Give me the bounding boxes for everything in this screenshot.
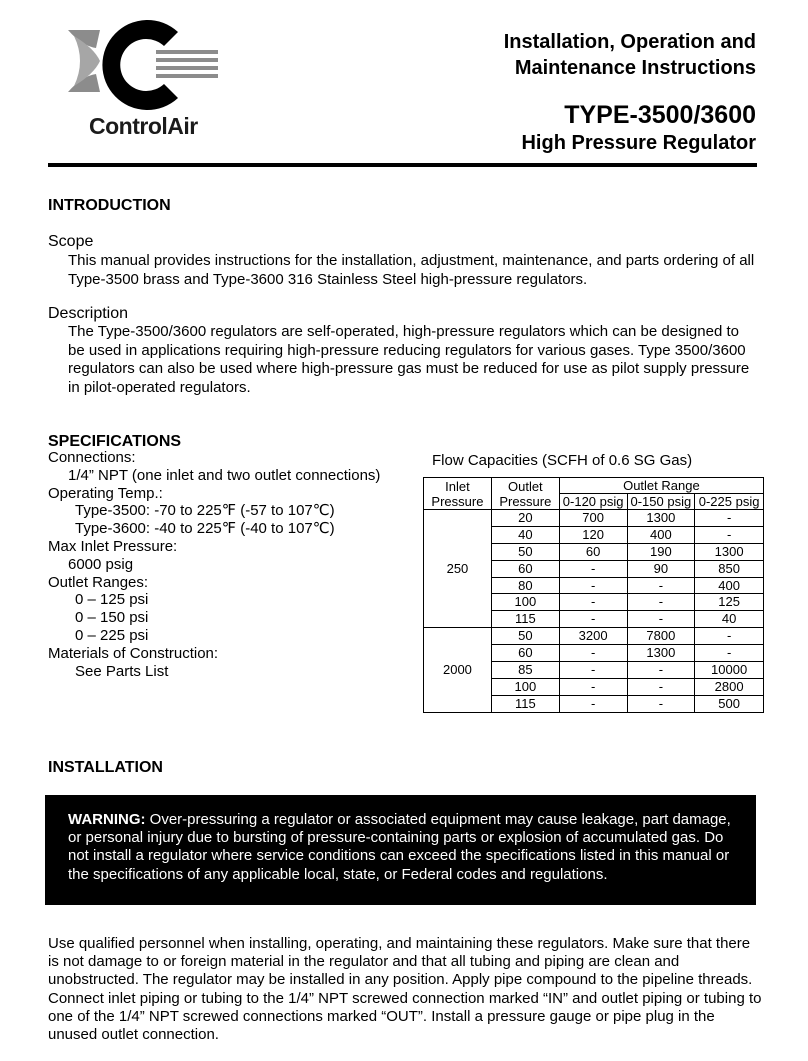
- flow-value-cell: 10000: [695, 662, 764, 679]
- flow-value-cell: -: [559, 645, 627, 662]
- outlet-pressure-cell: 100: [491, 594, 559, 611]
- outlet-pressure-cell: 85: [491, 662, 559, 679]
- outlet-pressure-cell: 115: [491, 611, 559, 628]
- flow-value-cell: -: [627, 594, 695, 611]
- flow-capacity-table: [423, 477, 764, 713]
- specifications-heading: SPECIFICATIONS: [48, 433, 182, 450]
- warning-box: [45, 795, 756, 905]
- flow-value-cell: -: [695, 526, 764, 543]
- outlet-pressure-cell: 50: [491, 628, 559, 645]
- flow-value-cell: -: [627, 577, 695, 594]
- spec-temp-3500: Type-3500: -70 to 225℉ (-57 to 107℃): [75, 502, 335, 520]
- col-inlet-pressure: Inlet Pressure: [424, 478, 492, 510]
- flow-value-cell: -: [627, 662, 695, 679]
- flow-value-cell: -: [627, 695, 695, 712]
- flow-value-cell: 500: [695, 695, 764, 712]
- outlet-pressure-cell: 100: [491, 678, 559, 695]
- flow-value-cell: 700: [559, 510, 627, 527]
- spec-materials-value: See Parts List: [75, 662, 169, 680]
- spec-temp-label: Operating Temp.:: [48, 484, 163, 502]
- table-row: [424, 510, 764, 527]
- spec-connections-label: Connections:: [48, 449, 136, 466]
- scope-title: Scope: [48, 233, 94, 250]
- flow-value-cell: 1300: [627, 510, 695, 527]
- col-range: 0-120 psig: [559, 494, 627, 510]
- header-divider: [48, 163, 757, 167]
- warning-label: WARNING:: [68, 811, 146, 828]
- flow-value-cell: 40: [695, 611, 764, 628]
- flow-value-cell: -: [559, 611, 627, 628]
- col-outlet-pressure: Outlet Pressure: [491, 478, 559, 510]
- flow-value-cell: -: [559, 695, 627, 712]
- flow-value-cell: 60: [559, 543, 627, 560]
- description-text: The Type-3500/3600 regulators are self-operated, high-pressure regulators which can be designed to be used in applications requiring high-pressure reducing regulators for various gases. Type 3500/3600 regulators can also be used where high-pressure gas must be reduced for use as pilot supply pressure in pilot-operated regulators.: [68, 323, 750, 396]
- product-title: High Pressure Regulator: [521, 132, 756, 154]
- doc-title-line1: Installation, Operation and: [503, 31, 756, 53]
- spec-outlet-range: 0 – 150 psi: [75, 609, 149, 627]
- installation-text: Use qualified personnel when installing, operating, and maintaining these regulators. Make sure that there is not damage to or foreign material in the regulator and that all tubing and piping are clean and unobstructed. The regulator may be installed in any position. Apply pipe compound to the pipeline threads. Connect inlet piping or tubing to the 1/4” NPT screwed connection marked “IN” and outlet piping or tubing to one of the 1/4” NPT screwed connections marked “OUT”. Install a pressure gauge or pipe plug in the unused outlet connection.: [48, 935, 762, 1044]
- description-title: Description: [48, 305, 129, 322]
- col-outlet-range: Outlet Range: [559, 478, 763, 494]
- flow-value-cell: 90: [627, 560, 695, 577]
- outlet-pressure-cell: 115: [491, 695, 559, 712]
- spec-outlet-range: 0 – 225 psi: [75, 626, 149, 644]
- spec-materials-label: Materials of Construction:: [48, 644, 219, 662]
- flow-table-caption: Flow Capacities (SCFH of 0.6 SG Gas): [432, 452, 693, 469]
- installation-heading: INSTALLATION: [48, 759, 163, 776]
- flow-value-cell: 400: [627, 526, 695, 543]
- flow-value-cell: -: [559, 560, 627, 577]
- flow-value-cell: -: [559, 678, 627, 695]
- flow-value-cell: -: [559, 577, 627, 594]
- scope-text: This manual provides instructions for the installation, adjustment, maintenance, and parts ordering of all Type-3500 brass and Type-3600 316 Stainless Steel high-pressure regulators.: [68, 252, 755, 288]
- col-range: 0-150 psig: [627, 494, 695, 510]
- flow-value-cell: 1300: [695, 543, 764, 560]
- outlet-pressure-cell: 20: [491, 510, 559, 527]
- flow-value-cell: -: [627, 611, 695, 628]
- col-range: 0-225 psig: [695, 494, 764, 510]
- flow-value-cell: -: [695, 510, 764, 527]
- spec-inlet-label: Max Inlet Pressure:: [48, 537, 178, 555]
- outlet-pressure-cell: 60: [491, 645, 559, 662]
- flow-value-cell: -: [559, 594, 627, 611]
- flow-value-cell: -: [627, 678, 695, 695]
- logo-wordmark: ControlAir: [89, 113, 198, 139]
- flow-value-cell: 2800: [695, 678, 764, 695]
- flow-value-cell: 190: [627, 543, 695, 560]
- doc-title-line2: Maintenance Instructions: [514, 57, 756, 79]
- spec-inlet-value: 6000 psig: [68, 555, 134, 573]
- outlet-pressure-cell: 50: [491, 543, 559, 560]
- inlet-pressure-cell: 2000: [424, 628, 492, 712]
- spec-outlet-range: 0 – 125 psi: [75, 591, 149, 609]
- spec-connections-value: 1/4” NPT (one inlet and two outlet connections): [68, 466, 381, 484]
- outlet-pressure-cell: 80: [491, 577, 559, 594]
- spec-outlet-label: Outlet Ranges:: [48, 573, 149, 591]
- flow-value-cell: -: [559, 662, 627, 679]
- flow-table-body: [424, 510, 764, 713]
- spec-temp-3600: Type-3600: -40 to 225℉ (-40 to 107℃): [75, 520, 335, 538]
- flow-value-cell: 400: [695, 577, 764, 594]
- flow-value-cell: 1300: [627, 645, 695, 662]
- model-title: TYPE-3500/3600: [564, 101, 756, 129]
- table-row: [424, 628, 764, 645]
- warning-text: Over-pressuring a regulator or associated equipment may cause leakage, part damage, or personal injury due to bursting of pressure-containing parts or explosion of accumulated gas. Do not install a regulator where service conditions can exceed the specifications listed in this manual or the specifications of any applicable local, state, or Federal codes and regulations.: [68, 811, 731, 883]
- flow-value-cell: -: [695, 628, 764, 645]
- inlet-pressure-cell: 250: [424, 510, 492, 628]
- outlet-pressure-cell: 40: [491, 526, 559, 543]
- spec-list: [48, 449, 380, 680]
- flow-value-cell: 125: [695, 594, 764, 611]
- flow-value-cell: 3200: [559, 628, 627, 645]
- flow-value-cell: 850: [695, 560, 764, 577]
- flow-value-cell: 120: [559, 526, 627, 543]
- introduction-heading: INTRODUCTION: [48, 197, 171, 214]
- outlet-pressure-cell: 60: [491, 560, 559, 577]
- flow-value-cell: -: [695, 645, 764, 662]
- flow-value-cell: 7800: [627, 628, 695, 645]
